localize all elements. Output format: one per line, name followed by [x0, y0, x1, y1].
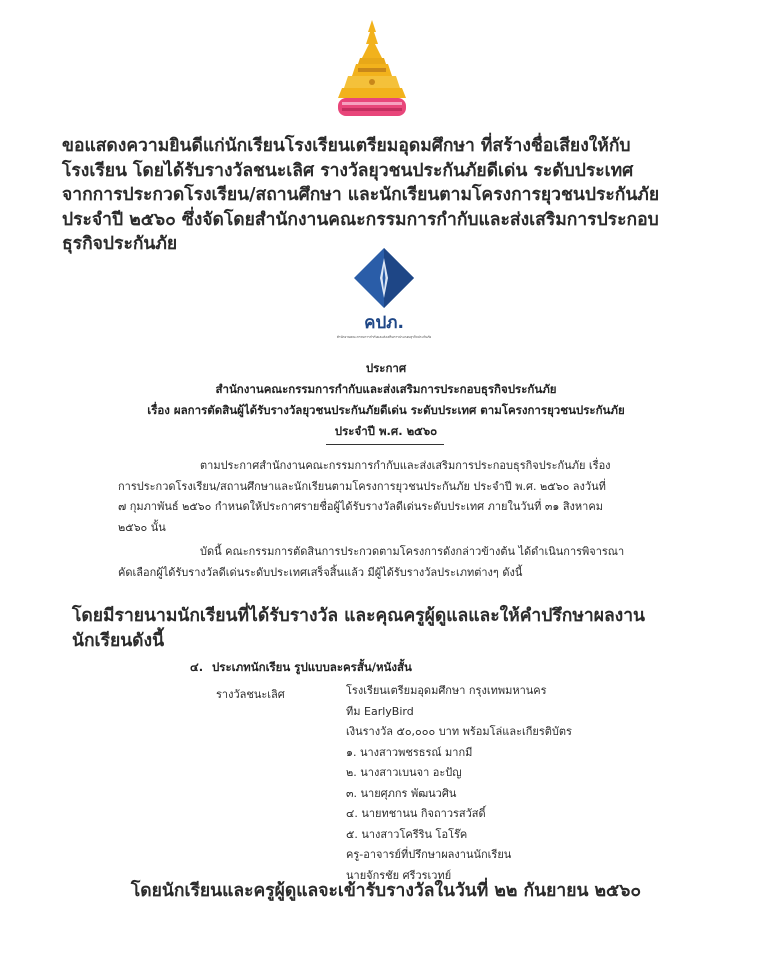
- awardees-line: นักเรียนดังนี้: [72, 630, 165, 651]
- award-line: ๔. นายทชานน กิจถาวรสวัสดิ์: [346, 807, 486, 820]
- award-line: เงินรางวัล ๕๐,๐๐๐ บาท พร้อมโล่และเกียรติบัตร: [346, 725, 572, 738]
- divider: [326, 444, 444, 445]
- award-line: ๑. นางสาวพชรธรณ์ มากมี: [346, 745, 473, 759]
- announcement-paragraph-1: [118, 456, 658, 538]
- announcement-year: ประจำปี พ.ศ. ๒๕๖๐: [334, 424, 438, 438]
- category-number: ๔.: [190, 660, 204, 674]
- paragraph-line: ๗ กุมภาพันธ์ ๒๕๖๐ กำหนดให้ประกาศรายชื่อผู้ได้รับรางวัลดีเด่นระดับประเทศ ภายในวันที่ ๓๑ สิงหาคม: [118, 500, 603, 513]
- award-line: ๒. นางสาวเบนจา อะปัญ: [346, 766, 462, 779]
- award-label: รางวัลชนะเลิศ: [216, 688, 285, 701]
- intro-line: ธุรกิจประกันภัย: [62, 234, 178, 255]
- award-line: นายจักรชัย ศรีวรเวทย์: [346, 868, 452, 882]
- announcement-agency: สำนักงานคณะกรรมการกำกับและส่งเสริมการประกอบธุรกิจประกันภัย: [215, 382, 557, 396]
- oic-logo-text: คปภ.: [364, 313, 404, 333]
- ceremony-note: โดยนักเรียนและครูผู้ดูแลจะเข้ารับรางวัลในวันที่ ๒๒ กันยายน ๒๕๖๐: [130, 881, 642, 901]
- intro-line: ประจำปี ๒๕๖๐ ซึ่งจัดโดยสำนักงานคณะกรรมการกำกับและส่งเสริมการประกอบ: [62, 209, 659, 230]
- announcement-subject: เรื่อง ผลการตัดสินผู้ได้รับรางวัลยุวชนประกันภัยดีเด่น ระดับประเทศ ตามโครงการยุวชนประกันภัย: [147, 403, 625, 417]
- award-line: ๓. นายศุภกร พัฒนวศิน: [346, 786, 457, 800]
- announcement-paragraph-2: [118, 542, 658, 583]
- announcement-heading: ประกาศ: [365, 361, 407, 375]
- intro-line: จากการประกวดโรงเรียน/สถานศึกษา และนักเรียนตามโครงการยุวชนประกันภัย: [62, 185, 660, 206]
- paragraph-line: ๒๕๖๐ นั้น: [118, 520, 166, 534]
- awardees-line: โดยมีรายนามนักเรียนที่ได้รับรางวัล และคุณครูผู้ดูแลและให้คำปรึกษาผลงาน: [72, 606, 646, 626]
- oic-logo-icon: [336, 244, 432, 348]
- paragraph-line: ตามประกาศสำนักงานคณะกรรมการกำกับและส่งเสริมการประกอบธุรกิจประกันภัย เรื่อง: [200, 459, 611, 472]
- paragraph-line: การประกวดโรงเรียน/สถานศึกษาและนักเรียนตามโครงการยุวชนประกันภัย ประจำปี พ.ศ. ๒๕๖๐ ลงวันที่: [118, 479, 606, 493]
- intro-line: ขอแสดงความยินดีแก่นักเรียนโรงเรียนเตรียมอุดมศึกษา ที่สร้างชื่อเสียงให้กับ: [62, 136, 631, 156]
- award-line: ครู-อาจารย์ที่ปรึกษาผลงานนักเรียน: [346, 848, 512, 861]
- award-details: [346, 681, 572, 886]
- award-category: [190, 659, 412, 677]
- category-label: ประเภทนักเรียน รูปแบบละครสั้น/หนังสั้น: [212, 660, 412, 674]
- paragraph-line: บัดนี้ คณะกรรมการตัดสินการประกวดตามโครงการดังกล่าวข้างต้น ได้ดำเนินการพิจารณา: [200, 545, 625, 558]
- awardees-intro: [72, 604, 732, 653]
- paragraph-line: คัดเลือกผู้ได้รับรางวัลดีเด่นระดับประเทศเสร็จสิ้นแล้ว มีผู้ได้รับรางวัลประเภทต่างๆ ดังนี้: [118, 565, 523, 579]
- oic-logo-caption: สำนักงานคณะกรรมการกำกับและส่งเสริมการประกอบธุรกิจประกันภัย: [336, 335, 432, 339]
- award-line: ๕. นางสาวโครีริน โอโร๊ค: [346, 827, 468, 841]
- intro-line: โรงเรียน โดยได้รับรางวัลชนะเลิศ รางวัลยุวชนประกันภัยดีเด่น ระดับประเทศ: [62, 160, 634, 181]
- intro-paragraph: [62, 134, 732, 257]
- school-emblem-icon: [336, 18, 408, 120]
- award-line: ทีม EarlyBird: [346, 704, 414, 718]
- award-line: โรงเรียนเตรียมอุดมศึกษา กรุงเทพมหานคร: [346, 684, 547, 697]
